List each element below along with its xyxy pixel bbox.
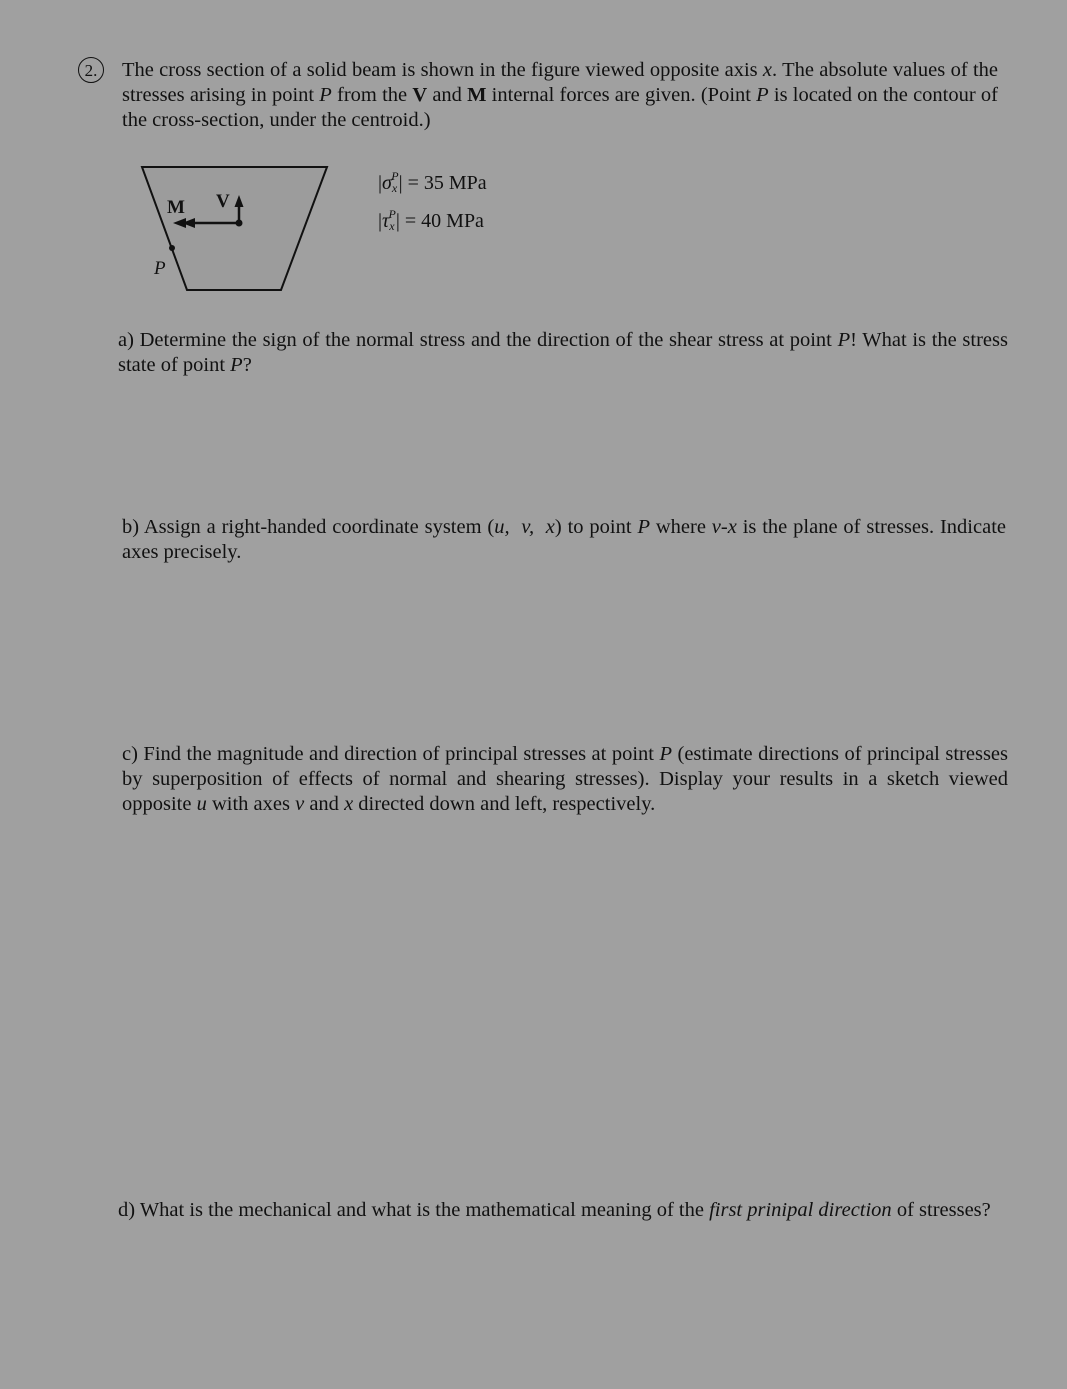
centroid-point (236, 220, 243, 227)
problem-statement: The cross section of a solid beam is shown in the figure viewed opposite axis x. The absolute values of the stresses arising in point P from the V and M internal forces are given. (Point P is located on the contour of the cross-section, under the centroid.) (122, 59, 998, 131)
label-p: P (154, 258, 166, 279)
trapezoid-cross-section (142, 167, 327, 290)
question-d: d) What is the mechanical and what is the mathematical meaning of the first prinipal direction of stresses? (118, 1199, 991, 1221)
given-values (378, 163, 487, 239)
cross-section-figure (135, 160, 335, 300)
question-b: b) Assign a right-handed coordinate system (u, v, x) to point P where v-x is the plane of stresses. Indicate axes precisely. (122, 516, 1006, 563)
tau-value: $|\tau_x^P| = 40$ MPa (378, 207, 484, 233)
sigma-value: $|\sigma_x^P| = 35$ MPa (378, 169, 487, 195)
question-number: 2. (78, 57, 104, 83)
question-a: a) Determine the sign of the normal stress and the direction of the shear stress at point P! What is the stress state of point P? (118, 329, 1008, 376)
label-v: V (216, 191, 230, 212)
label-m: M (167, 197, 185, 218)
point-p-marker (169, 245, 175, 251)
question-c: c) Find the magnitude and direction of principal stresses at point P (estimate directions of principal stresses by superposition of effects of normal and shearing stresses). Display your results in a sketch viewed opposite u with axes v and x directed down and left, respectively. (122, 743, 1008, 815)
